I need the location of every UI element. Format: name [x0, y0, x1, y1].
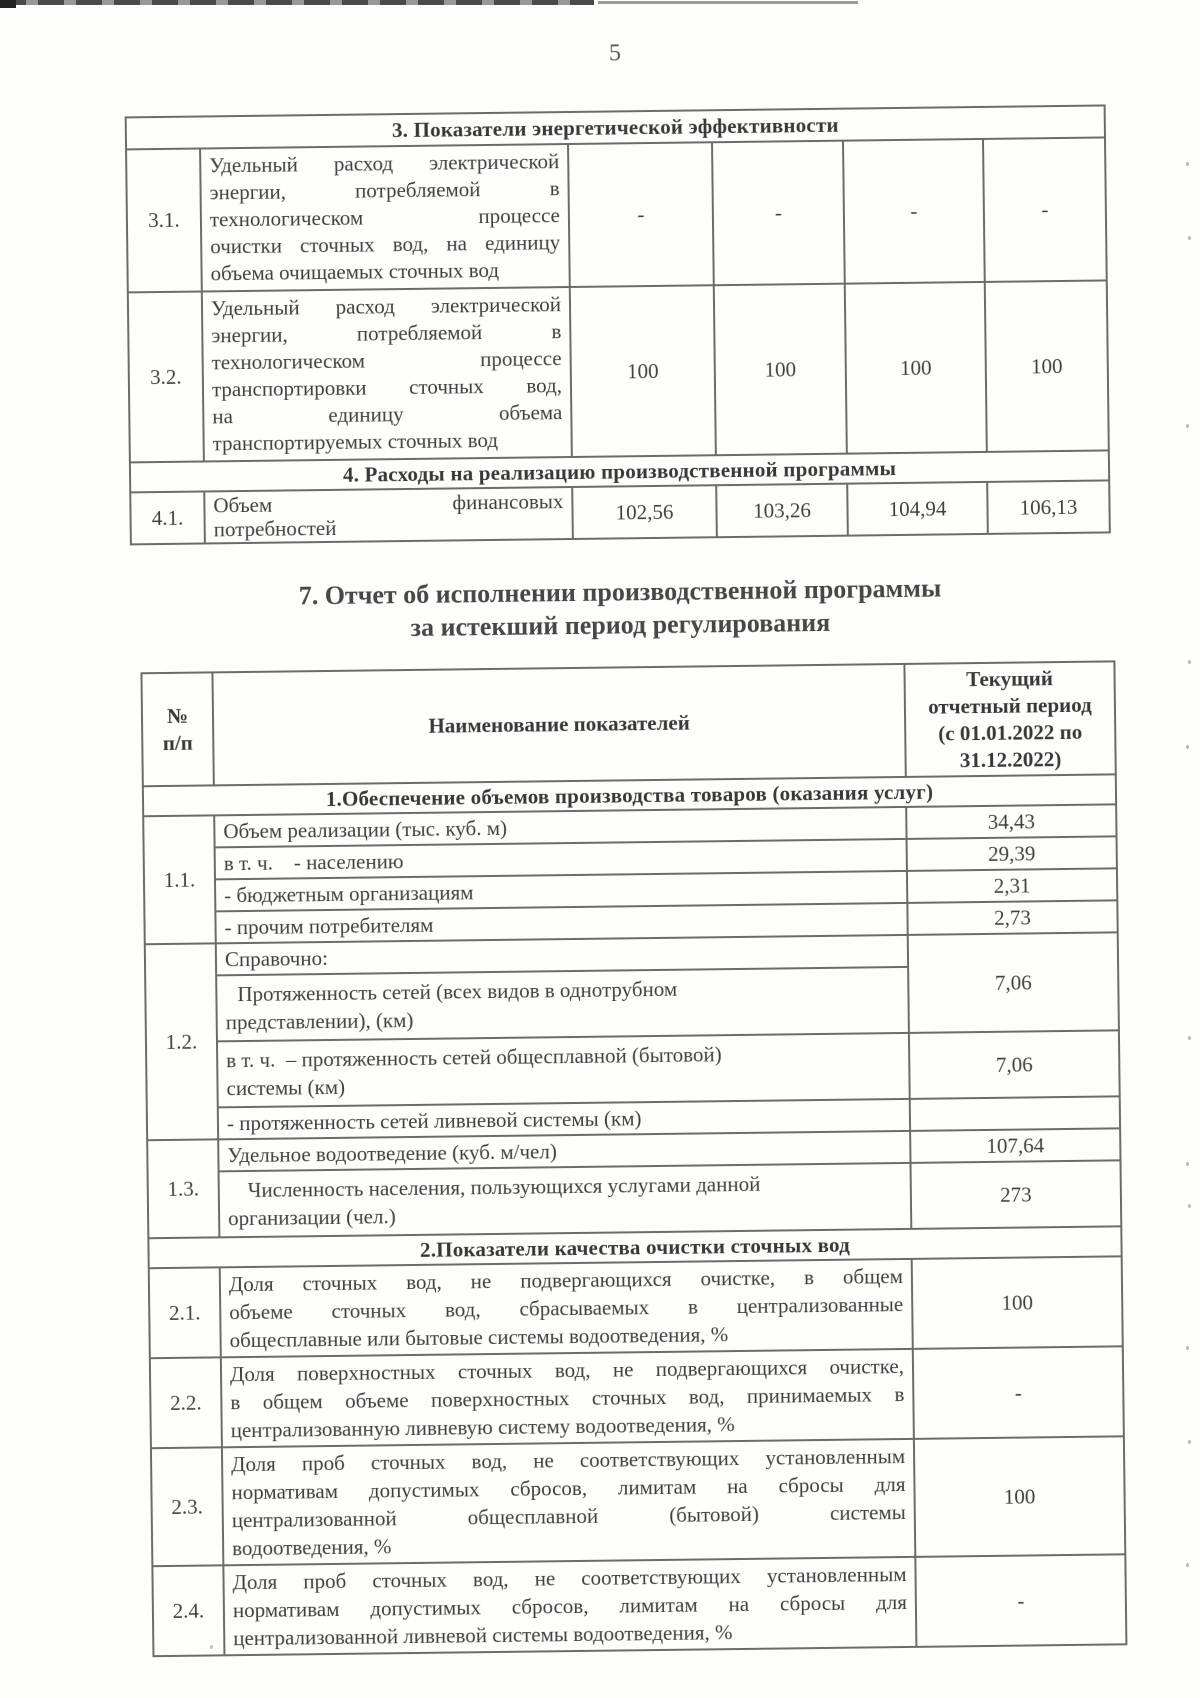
indicator-line: потребностей — [213, 515, 337, 542]
indicator-line: Удельный расход электрической — [209, 149, 560, 178]
indicator-name-cell — [200, 144, 570, 291]
indicator-name-cell — [204, 487, 573, 543]
value-cell: 100 — [845, 282, 987, 454]
indicator-line: транспортировки сточных вод, — [211, 373, 563, 402]
value-cell: 273 — [911, 1160, 1122, 1229]
table-row-2-2 — [150, 1346, 1124, 1448]
section-1-title: 1.Обеспечение объемов производства товаров (оказания услуг) — [143, 774, 1116, 816]
row-number: 2.4. — [152, 1565, 224, 1656]
table-row-2-4 — [152, 1554, 1126, 1656]
value-cell: 100 — [914, 1436, 1125, 1557]
indicator-line: очистки сточных вод, на единицу — [210, 230, 561, 259]
value-cell: 100 — [570, 285, 716, 457]
scan-artifact-top-edge-thin — [598, 1, 858, 4]
table-row-2-3 — [151, 1436, 1125, 1566]
indicator-line: в общем объеме поверхностных сточных вод, принимаемых в — [230, 1381, 905, 1415]
indicator-line: технологическом процессе — [211, 346, 562, 375]
indicator-line: Доля поверхностных сточных вод, не подвергающихся очистке, — [229, 1353, 905, 1387]
indicator-name-cell — [222, 1439, 915, 1565]
value-cell: 29,39 — [907, 836, 1117, 871]
row-number: 3.2. — [128, 291, 204, 462]
row-number: 4.1. — [130, 491, 205, 544]
indicator-name-cell — [219, 1163, 912, 1237]
indicator-line: Удельный расход электрической — [210, 292, 562, 321]
indicator-line: технологическом процессе — [209, 203, 561, 232]
value-cell: - — [915, 1554, 1126, 1647]
report-heading-line-1: 7. Отчет об исполнении производственной программы — [298, 573, 942, 611]
value-cell: 34,43 — [906, 804, 1116, 839]
indicator-line: Доля сточных вод, не подвергающихся очистке, в общем — [228, 1264, 904, 1297]
indicator-line: энергии, потребляемой в — [209, 176, 560, 205]
section-4-title: 4. Расходы на реализацию производственной программы — [130, 450, 1109, 492]
column-header-num — [141, 672, 213, 786]
indicator-name-cell: - протяженность сетей ливневой системы (км) — [218, 1099, 910, 1139]
table-row-3-2 — [128, 280, 1109, 462]
value-cell: 100 — [912, 1256, 1123, 1349]
report-heading — [130, 569, 1110, 647]
value-cell: 7,06 — [908, 932, 1119, 1033]
value-cell: - — [568, 142, 714, 287]
section-2-title: 2.Показатели качества очистки сточных вод — [148, 1226, 1121, 1268]
indicator-line: энергии, потребляемой в — [211, 319, 562, 348]
report-heading-line-2: за истекший период регулирования — [410, 607, 831, 642]
indicator-line: общесплавные или бытовые системы водоотведения, % — [229, 1322, 729, 1353]
value-cell: 2,73 — [907, 900, 1117, 935]
page-number: 5 — [608, 40, 622, 67]
scan-artifact-corner-blob — [0, 0, 16, 8]
table-row — [148, 1160, 1122, 1238]
report-table-header-row — [141, 661, 1115, 786]
indicator-line: Численность населения, пользующихся услугами данной — [247, 1171, 761, 1203]
indicator-line: транспортируемых сточных вод — [212, 427, 499, 456]
value-cell: 107,64 — [910, 1128, 1120, 1163]
indicator-line: Доля проб сточных вод, не соответствующих установленным — [232, 1561, 907, 1595]
value-cell: - — [712, 141, 845, 286]
indicator-line: представлении), (км) — [225, 1007, 414, 1035]
indicator-line: организации (чел.) — [227, 1204, 396, 1231]
indicator-name-cell — [220, 1259, 913, 1357]
energy-efficiency-table — [125, 104, 1111, 545]
column-header-name: Наименование показателей — [212, 664, 905, 785]
indicator-name-cell: Объем реализации (тыс. куб. м) — [214, 807, 906, 847]
indicator-line: водоотведения, % — [232, 1534, 392, 1561]
value-cell: - — [983, 137, 1107, 281]
indicator-name-cell — [217, 1033, 910, 1107]
indicator-name-cell: - прочим потребителям — [215, 903, 907, 943]
value-cell: - — [913, 1346, 1124, 1439]
scan-artifact-margin-dots — [1186, 162, 1189, 166]
value-cell: 103,26 — [716, 484, 848, 538]
value-cell: - — [843, 139, 985, 284]
table-row-4-1 — [130, 480, 1110, 544]
row-number: 2.1. — [149, 1267, 221, 1358]
indicator-line: централизованную ливневую систему водоотведения, % — [230, 1412, 735, 1443]
section-3-title: 3. Показатели энергетической эффективности — [126, 105, 1105, 149]
row-number: 3.1. — [126, 149, 202, 293]
indicator-name-cell — [216, 967, 909, 1041]
indicator-line: Объем финансовых — [213, 489, 564, 518]
value-cell: 100 — [985, 280, 1109, 451]
header-line: Текущий — [966, 665, 1054, 691]
indicator-line: Протяженность сетей (всех видов в однотрубном — [237, 976, 678, 1007]
indicator-line: объеме сточных вод, сбрасываемых в централизованные — [229, 1292, 904, 1325]
indicator-name-cell: - бюджетным организациям — [215, 871, 907, 911]
indicator-name-cell: в т. ч. - населению — [215, 839, 907, 879]
table-row — [146, 1030, 1120, 1108]
header-line: п/п — [162, 730, 193, 755]
value-cell: 7,06 — [909, 1030, 1120, 1099]
header-line: отчетный период — [927, 692, 1092, 719]
indicator-name-cell: Справочно: — [216, 935, 908, 975]
value-cell: 100 — [714, 284, 847, 456]
scan-artifact-top-edge — [0, 0, 594, 5]
indicator-line: нормативам допустимых сбросов, лимитам на сбросы для — [231, 1471, 906, 1505]
value-cell: 2,31 — [907, 868, 1117, 903]
value-cell: 106,13 — [987, 480, 1110, 533]
row-number: 2.2. — [150, 1357, 222, 1448]
column-header-period — [904, 661, 1115, 777]
header-line: 31.12.2022) — [959, 746, 1062, 772]
indicator-line: нормативам допустимых сбросов, лимитам на сбросы для — [232, 1589, 908, 1623]
indicator-line: в т. ч. – протяженность сетей общесплавной (бытовой) — [226, 1042, 722, 1073]
indicator-name-cell — [202, 287, 572, 461]
indicator-line: централизованной общесплавной (бытовой) системы — [231, 1499, 906, 1533]
table-row-3-1 — [126, 137, 1107, 292]
value-cell — [910, 1096, 1120, 1131]
row-number: 1.3. — [147, 1139, 219, 1238]
indicator-line: системы (км) — [226, 1074, 346, 1101]
row-number: 1.1. — [143, 815, 216, 944]
value-cell: 102,56 — [572, 485, 717, 539]
report-table — [140, 660, 1127, 1657]
indicator-line: централизованной ливневой системы водоотведения, % — [233, 1620, 733, 1651]
row-number: 2.3. — [151, 1447, 223, 1566]
header-line: № — [166, 703, 189, 728]
indicator-name-cell — [223, 1557, 916, 1655]
row-number: 1.2. — [145, 943, 218, 1140]
indicator-line: объема очищаемых сточных вод — [210, 257, 500, 286]
indicator-line: на единицу объема — [212, 400, 563, 429]
header-line: (с 01.01.2022 по — [938, 719, 1083, 746]
indicator-name-cell — [221, 1349, 914, 1447]
table-row-2-1 — [149, 1256, 1123, 1358]
indicator-line: Доля проб сточных вод, не соответствующих установленным — [230, 1443, 906, 1477]
value-cell: 104,94 — [847, 482, 988, 536]
indicator-name-cell: Удельное водоотведение (куб. м/чел) — [218, 1131, 910, 1171]
